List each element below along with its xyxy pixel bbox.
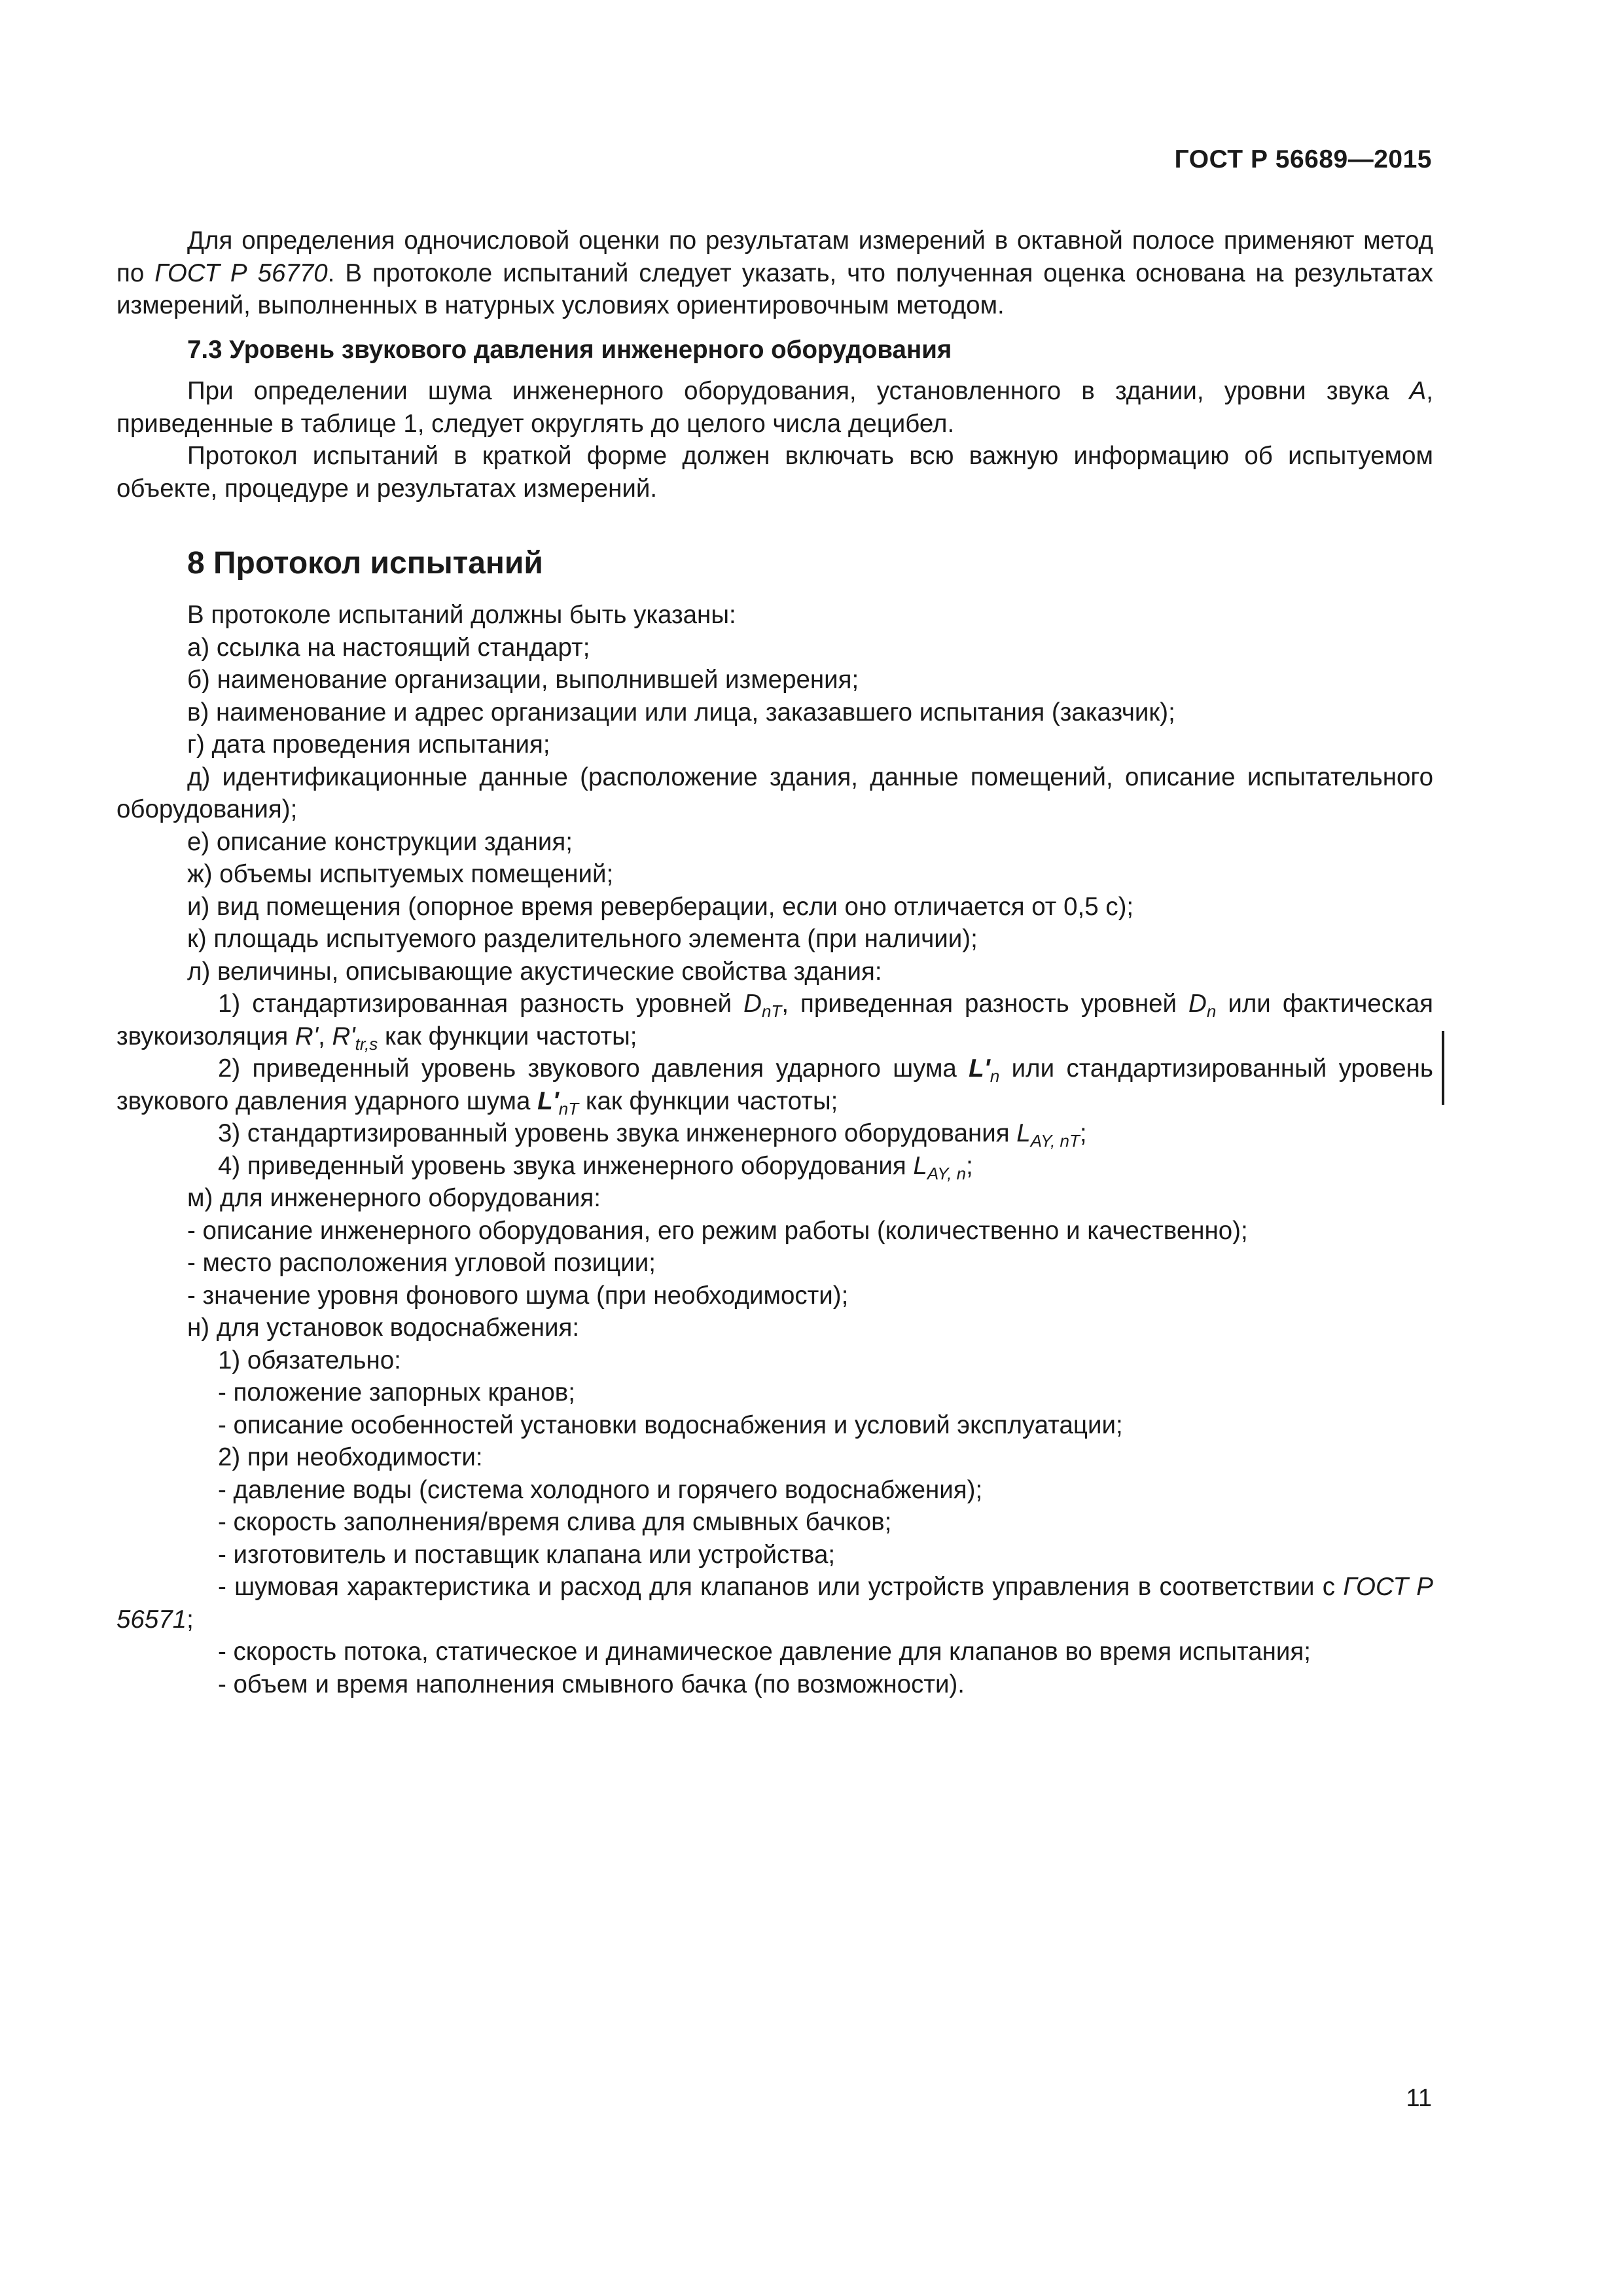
document-body bbox=[116, 224, 1433, 1700]
dash-item: - место расположения угловой позиции; bbox=[187, 1249, 656, 1277]
variable: D bbox=[743, 990, 762, 1018]
text-run: или стандартизированный уровень звукового давления ударного шума bbox=[116, 1054, 1433, 1115]
list-item: а) ссылка на настоящий стандарт; bbox=[187, 633, 590, 662]
variable: D bbox=[1188, 990, 1207, 1018]
dash-item bbox=[116, 1571, 1433, 1636]
list-item: в) наименование и адрес организации или лица, заказавшего испытания (заказчик); bbox=[187, 698, 1175, 726]
sub-item-l4 bbox=[116, 1150, 1433, 1183]
subscript: nT bbox=[558, 1098, 579, 1119]
section-8-lead: В протоколе испытаний должны быть указаны: bbox=[187, 601, 736, 629]
variable: L' bbox=[537, 1086, 559, 1115]
page-number: 11 bbox=[1406, 2085, 1432, 2112]
text-run: как функции частоты; bbox=[378, 1022, 637, 1050]
subscript: AY, nT bbox=[1030, 1131, 1080, 1151]
list-item: ж) объемы испытуемых помещений; bbox=[187, 860, 614, 888]
section-7-3-paragraph-1 bbox=[116, 375, 1433, 440]
subscript: n bbox=[990, 1066, 1000, 1086]
standard-reference: ГОСТ Р 56770 bbox=[154, 259, 328, 287]
section-7-3-paragraph-2: Протокол испытаний в краткой форме должен включать всю важную информацию об испытуемом объекте, процедуре и результатах измерений. bbox=[116, 442, 1433, 503]
list-item: и) вид помещения (опорное время реверберации, если оно отличается от 0,5 с); bbox=[187, 892, 1134, 921]
sub-heading: 2) при необходимости: bbox=[218, 1443, 483, 1471]
sub-item-l1 bbox=[116, 988, 1433, 1052]
text-run: , приведенная разность уровней bbox=[781, 990, 1189, 1018]
variable: L' bbox=[969, 1054, 990, 1083]
text-run: ; bbox=[966, 1151, 973, 1180]
sub-heading: 1) обязательно: bbox=[218, 1346, 401, 1374]
text-run: - шумовая характеристика и расход для клапанов или устройств управления в соответствии с bbox=[218, 1573, 1344, 1601]
intro-paragraph bbox=[116, 224, 1433, 322]
list-item: н) для установок водоснабжения: bbox=[187, 1314, 580, 1342]
text-run: При определении шума инженерного оборудования, установленного в здании, уровни звука bbox=[187, 377, 1410, 405]
text-run: 3) стандартизированный уровень звука инженерного оборудования bbox=[218, 1119, 1017, 1147]
text-run: 2) приведенный уровень звукового давления ударного шума bbox=[218, 1054, 969, 1083]
subscript: AY, n bbox=[927, 1163, 967, 1183]
text-run: 4) приведенный уровень звука инженерного оборудования bbox=[218, 1151, 914, 1180]
section-8-heading: 8 Протокол испытаний bbox=[187, 546, 543, 581]
dash-item: - давление воды (система холодного и горячего водоснабжения); bbox=[218, 1475, 983, 1504]
list-item: м) для инженерного оборудования: bbox=[187, 1184, 601, 1212]
subscript: tr,s bbox=[355, 1033, 378, 1054]
text-run: , bbox=[318, 1022, 332, 1050]
text-run: . В протоколе испытаний следует указать, что полученная оценка основана на результатах измерений, выполненных в натурных условиях ориентировочным методом. bbox=[116, 259, 1433, 319]
text-run: или фактическая звукоизоляция bbox=[116, 990, 1433, 1050]
dash-item: - положение запорных кранов; bbox=[218, 1378, 575, 1407]
variable: L bbox=[1016, 1119, 1031, 1147]
list-item: б) наименование организации, выполнившей измерения; bbox=[187, 666, 859, 694]
dash-item: - изготовитель и поставщик клапана или устройства; bbox=[218, 1540, 836, 1569]
subscript: nT bbox=[761, 1001, 782, 1021]
variable: A bbox=[1409, 377, 1427, 405]
sub-item-l2 bbox=[116, 1052, 1433, 1117]
list-item: г) дата проведения испытания; bbox=[187, 730, 550, 759]
dash-item: - описание инженерного оборудования, его режим работы (количественно и качественно); bbox=[187, 1216, 1248, 1245]
sub-item-l3 bbox=[116, 1117, 1433, 1150]
list-item: к) площадь испытуемого разделительного элемента (при наличии); bbox=[187, 925, 978, 953]
section-7-3-heading: 7.3 Уровень звукового давления инженерного оборудования bbox=[187, 335, 952, 364]
dash-item: - значение уровня фонового шума (при необходимости); bbox=[187, 1281, 849, 1310]
variable: R' bbox=[332, 1022, 355, 1050]
subscript: n bbox=[1206, 1001, 1217, 1021]
dash-item: - скорость потока, статическое и динамическое давление для клапанов во время испытания; bbox=[218, 1638, 1311, 1666]
text-run: Для определения одночисловой оценки по результатам измерений в октавной полосе применяют метод по bbox=[116, 226, 1433, 287]
list-item: л) величины, описывающие акустические свойства здания: bbox=[187, 957, 882, 986]
text-run: 1) стандартизированная разность уровней bbox=[218, 990, 744, 1018]
text-run: ; bbox=[1079, 1119, 1087, 1147]
text-run: как функции частоты; bbox=[579, 1086, 838, 1115]
dash-item: - описание особенностей установки водоснабжения и условий эксплуатации; bbox=[218, 1410, 1123, 1439]
text-run: , приведенные в таблице 1, следует округлять до целого числа децибел. bbox=[116, 377, 1433, 438]
text-run: ; bbox=[187, 1605, 194, 1634]
standard-reference: ГОСТ Р 56571 bbox=[116, 1573, 1433, 1634]
dash-item: - объем и время наполнения смывного бачка (по возможности). bbox=[218, 1670, 965, 1698]
variable: R' bbox=[294, 1022, 319, 1050]
list-item: д) идентификационные данные (расположение здания, данные помещений, описание испытательного оборудования); bbox=[116, 762, 1433, 823]
document-header: ГОСТ Р 56689—2015 bbox=[1174, 145, 1432, 173]
variable: L bbox=[913, 1151, 927, 1180]
list-item: е) описание конструкции здания; bbox=[187, 827, 573, 856]
revision-marker-bar bbox=[1442, 1031, 1444, 1105]
dash-item: - скорость заполнения/время слива для смывных бачков; bbox=[218, 1508, 892, 1536]
